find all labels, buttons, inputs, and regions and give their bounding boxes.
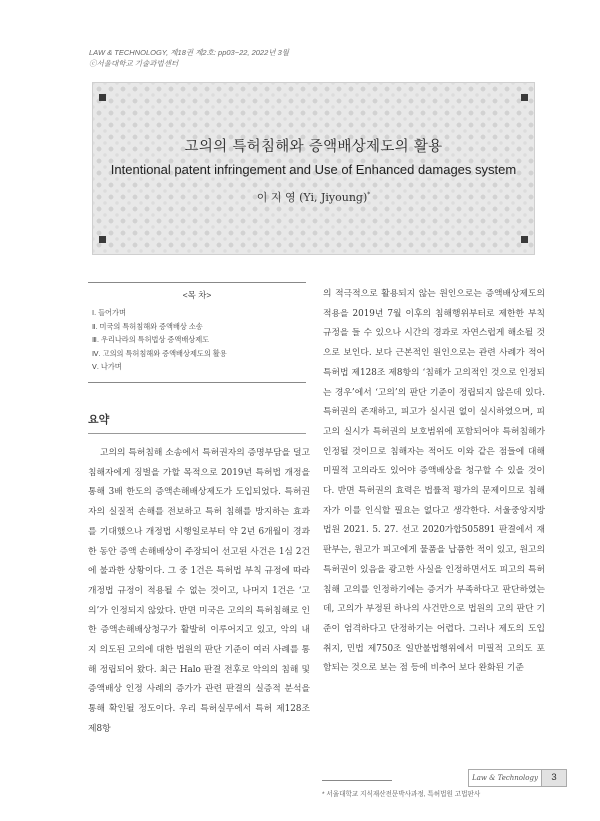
summary-text-right-column: 의 적극적으로 활용되지 않는 원인으로는 증액배상제도의 적용을 2019년 7월 이후의 침해행위부터로 제한한 부칙규정을 들 수 있으나 시간의 경과로 자연스럽게 해소될 것으로 보인다. 보다 근본적인 원인으로는 관련 사례가 적어 특허법 제128조 제8항의 ‘침해가 고의적인 것으로 인정되는 경우’에서 ‘고의’의 판단 기준이 정립되지 않은데 있다. 특허권의 존재하고, 피고가 실시권 없이 실시하였으며, 피고의 실시가 특허권의 보호범위에 포함되어야 특허침해가 인정될 것이므로 침해자는 적어도 이와 같은 점들에 대해 미필적 고의라도 있어야 증액배상을 청구할 수 있을 것이다. 반면 특허권의 효력은 법률적 평가의 문제이므로 침해자가 이를 인식할 필요는 없다고 생각한다. 서울중앙지방법원 2021. 5. 27. 선고 2020가합505891 판결에서 재판부는, 원고가 피고에게 물품을 납품한 적이 있고, 원고의 특허권이 있음을 광고한 사실을 인정하면서도 피고의 특허침해 고의를 인정하기에는 증거가 부족하다고 판단하였는데, 고의가 부정된 하나의 사건만으로 법원의 고의 판단 기준이 엄격하다고 단정하기는 어렵다. 그러나 제도의 도입 취지, 민법 제750조 일반불법행위에서 미필적 고의도 포함되는 것으로 보는 점 등에 비추어 보다 완화된 기준 — [323, 289, 545, 674]
page-number: 3 — [541, 769, 567, 787]
corner-square-ornament — [99, 236, 106, 243]
toc-item: Ⅳ. 고의의 특허침해와 증액배상제도의 활용 — [92, 348, 227, 358]
corner-square-ornament — [521, 236, 528, 243]
summary-text-left-column: 고의의 특허침해 소송에서 특허권자의 증명부담을 덜고 침해자에게 징벌을 가할 목적으로 2019년 특허법 개정을 통해 3배 한도의 증액손해배상제도가 도입되었다. 특허권자의 실질적 손해를 전보하고 특허 침해를 방지하는 효과를 기대했으나 개정법 시행일로부터 약 2년 6개월이 경과한 동안 증액 손해배상이 주장되어 선고된 사건은 1심 2건에 불과한 상황이다. 그 중 1건은 특허법 부칙 규정에 따라 개정법 규정이 적용될 수 없는 것이고, 나머지 1건은 ‘고의’가 인정되지 않았다. 반면 미국은 고의의 특허침해로 인한 증액손해배상청구가 활발히 이루어지고 있고, 악의 내지 의도된 고의에 대한 법원의 판단 기준이 여러 사례를 통해 정립되어 왔다. 최근 Halo 판결 전후로 악의의 침해 및 증액배상 인정 사례의 증가가 관련 판결의 실증적 분석을 통해 확인될 정도이다. 우리 특허실무에서 특허 제128조 제8항 — [88, 448, 310, 734]
author-line — [93, 189, 534, 205]
journal-citation: LAW & TECHNOLOGY, 제18권 제2호: pp03~22, 2022년 3월 — [89, 48, 290, 57]
journal-header — [89, 47, 289, 69]
toc-item: Ⅰ. 들어가며 — [92, 308, 126, 317]
toc-list — [88, 306, 306, 374]
paper-title-korean: 고의의 특허침해와 증액배상제도의 활용 — [184, 139, 443, 155]
toc-item: Ⅲ. 우리나라의 특허법상 증액배상제도 — [92, 335, 210, 345]
author-footnote-mark: * — [367, 191, 371, 199]
summary-divider — [88, 433, 306, 434]
table-of-contents — [88, 282, 306, 383]
toc-item: Ⅴ. 나가며 — [92, 362, 122, 372]
author-name: 이 지 영 (Yi, Jiyoung) — [256, 191, 368, 204]
running-footer-title: Law & Technology — [468, 769, 541, 787]
summary-heading: 요약 — [88, 414, 110, 426]
corner-square-ornament — [99, 94, 106, 101]
author-footnote: * 서울대학교 지식재산전문박사과정, 특허법원 고법판사 — [322, 791, 481, 798]
footnote-divider — [322, 780, 392, 781]
title-box — [92, 82, 535, 255]
corner-square-ornament — [521, 94, 528, 101]
paper-title-english: Intentional patent infringement and Use of Enhanced damages system — [110, 162, 517, 177]
toc-heading: <목 차> — [182, 290, 212, 300]
journal-copyright: ⓒ서울대학교 기술과법센터 — [89, 59, 179, 68]
toc-item: Ⅱ. 미국의 특허침해와 증액배상 소송 — [92, 321, 203, 331]
